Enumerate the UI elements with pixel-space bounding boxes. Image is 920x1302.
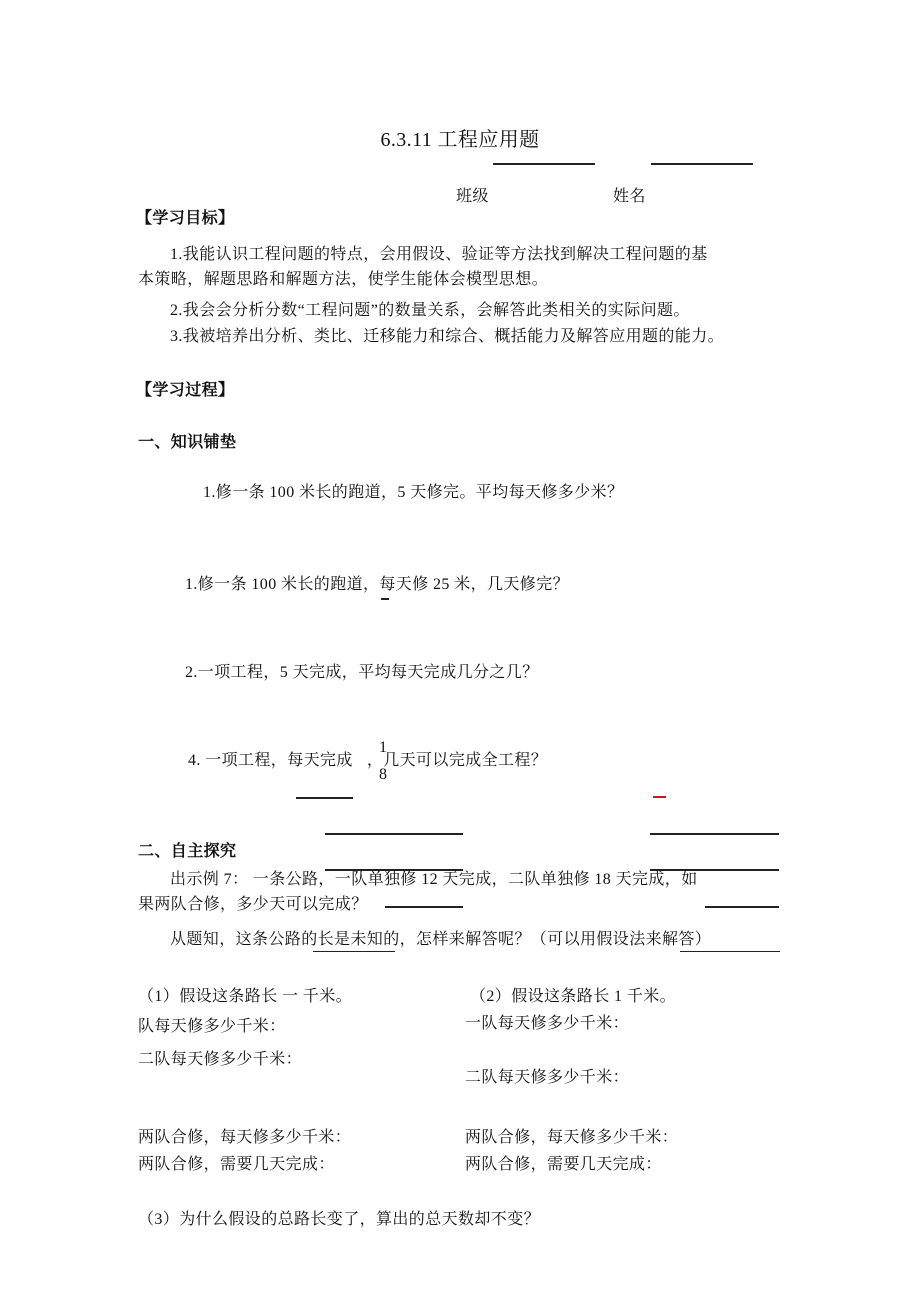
example-7: 出示例 7： 一条公路，一队单独修 12 天完成，二队单独修 18 天完成，如 [170, 871, 698, 888]
left-team1: 队每天修多少千米： [138, 1018, 286, 1035]
hint-text: 从题知，这条公路的长是未知的，怎样来解答呢？（可以用假设法来解答） [170, 931, 712, 948]
name-blank-line [651, 163, 753, 165]
assume-1: （1）假设这条路长 一 千米。 [138, 988, 353, 1005]
fraction-denominator: 8 [379, 766, 387, 783]
right-team2: 二队每天修多少千米： [465, 1069, 630, 1086]
question-1: 1.修一条 100 米长的跑道，5 天修完。平均每天修多少米？ [203, 484, 624, 501]
question-3: 2.一项工程，5 天完成，平均每天完成几分之几？ [185, 664, 539, 681]
class-blank-line [493, 163, 595, 165]
goal-1-cont: 本策略，解题思路和解题方法，使学生能体会模型思想。 [138, 271, 549, 288]
right-combined-rate: 两队合修，每天修多少千米： [465, 1129, 679, 1146]
assume-2: （2）假设这条路长 1 千米。 [470, 988, 677, 1005]
line [385, 906, 463, 908]
section1-heading: 一、知识铺垫 [138, 432, 237, 451]
question-4-text-b: ，几天可以完成全工程？ [366, 752, 548, 769]
goal-3: 3.我被培养出分析、类比、迁移能力和综合、概括能力及解答应用题的能力。 [170, 328, 725, 345]
mark-line [381, 598, 389, 600]
line [650, 833, 779, 835]
goals-heading: 【学习目标】 [136, 208, 235, 227]
right-team1: 一队每天修多少千米： [465, 1015, 630, 1032]
question-4-text-a: 4. 一项工程，每天完成 [188, 752, 353, 769]
red-mark [653, 796, 666, 798]
line [296, 797, 353, 799]
question-2: 1.修一条 100 米长的跑道，每天修 25 米，几天修完？ [185, 576, 570, 593]
line [325, 833, 463, 835]
left-team2: 二队每天修多少千米： [138, 1051, 303, 1068]
goal-2: 2.我会会分析分数“工程问题”的数量关系，会解答此类相关的实际问题。 [170, 302, 690, 319]
underline [313, 951, 395, 952]
page-title: 6.3.11 工程应用题 [380, 129, 540, 151]
class-label: 班级 [456, 188, 489, 205]
goal-1: 1.我能认识工程问题的特点，会用假设、验证等方法找到解决工程问题的基 [170, 246, 708, 263]
name-label: 姓名 [613, 188, 646, 205]
question-why: （3）为什么假设的总路长变了，算出的总天数却不变？ [138, 1211, 541, 1228]
fraction-numerator: 1 [379, 739, 387, 756]
left-combined-days: 两队合修，需要几天完成： [138, 1156, 335, 1173]
line [705, 906, 779, 908]
underline [680, 951, 780, 952]
left-combined-rate: 两队合修，每天修多少千米： [138, 1129, 352, 1146]
section2-heading: 二、自主探究 [138, 841, 237, 860]
right-combined-days: 两队合修，需要几天完成： [465, 1156, 662, 1173]
process-heading: 【学习过程】 [136, 380, 235, 399]
question-4 [188, 751, 547, 771]
example-7-cont: 果两队合修，多少天可以完成？ [138, 896, 368, 913]
